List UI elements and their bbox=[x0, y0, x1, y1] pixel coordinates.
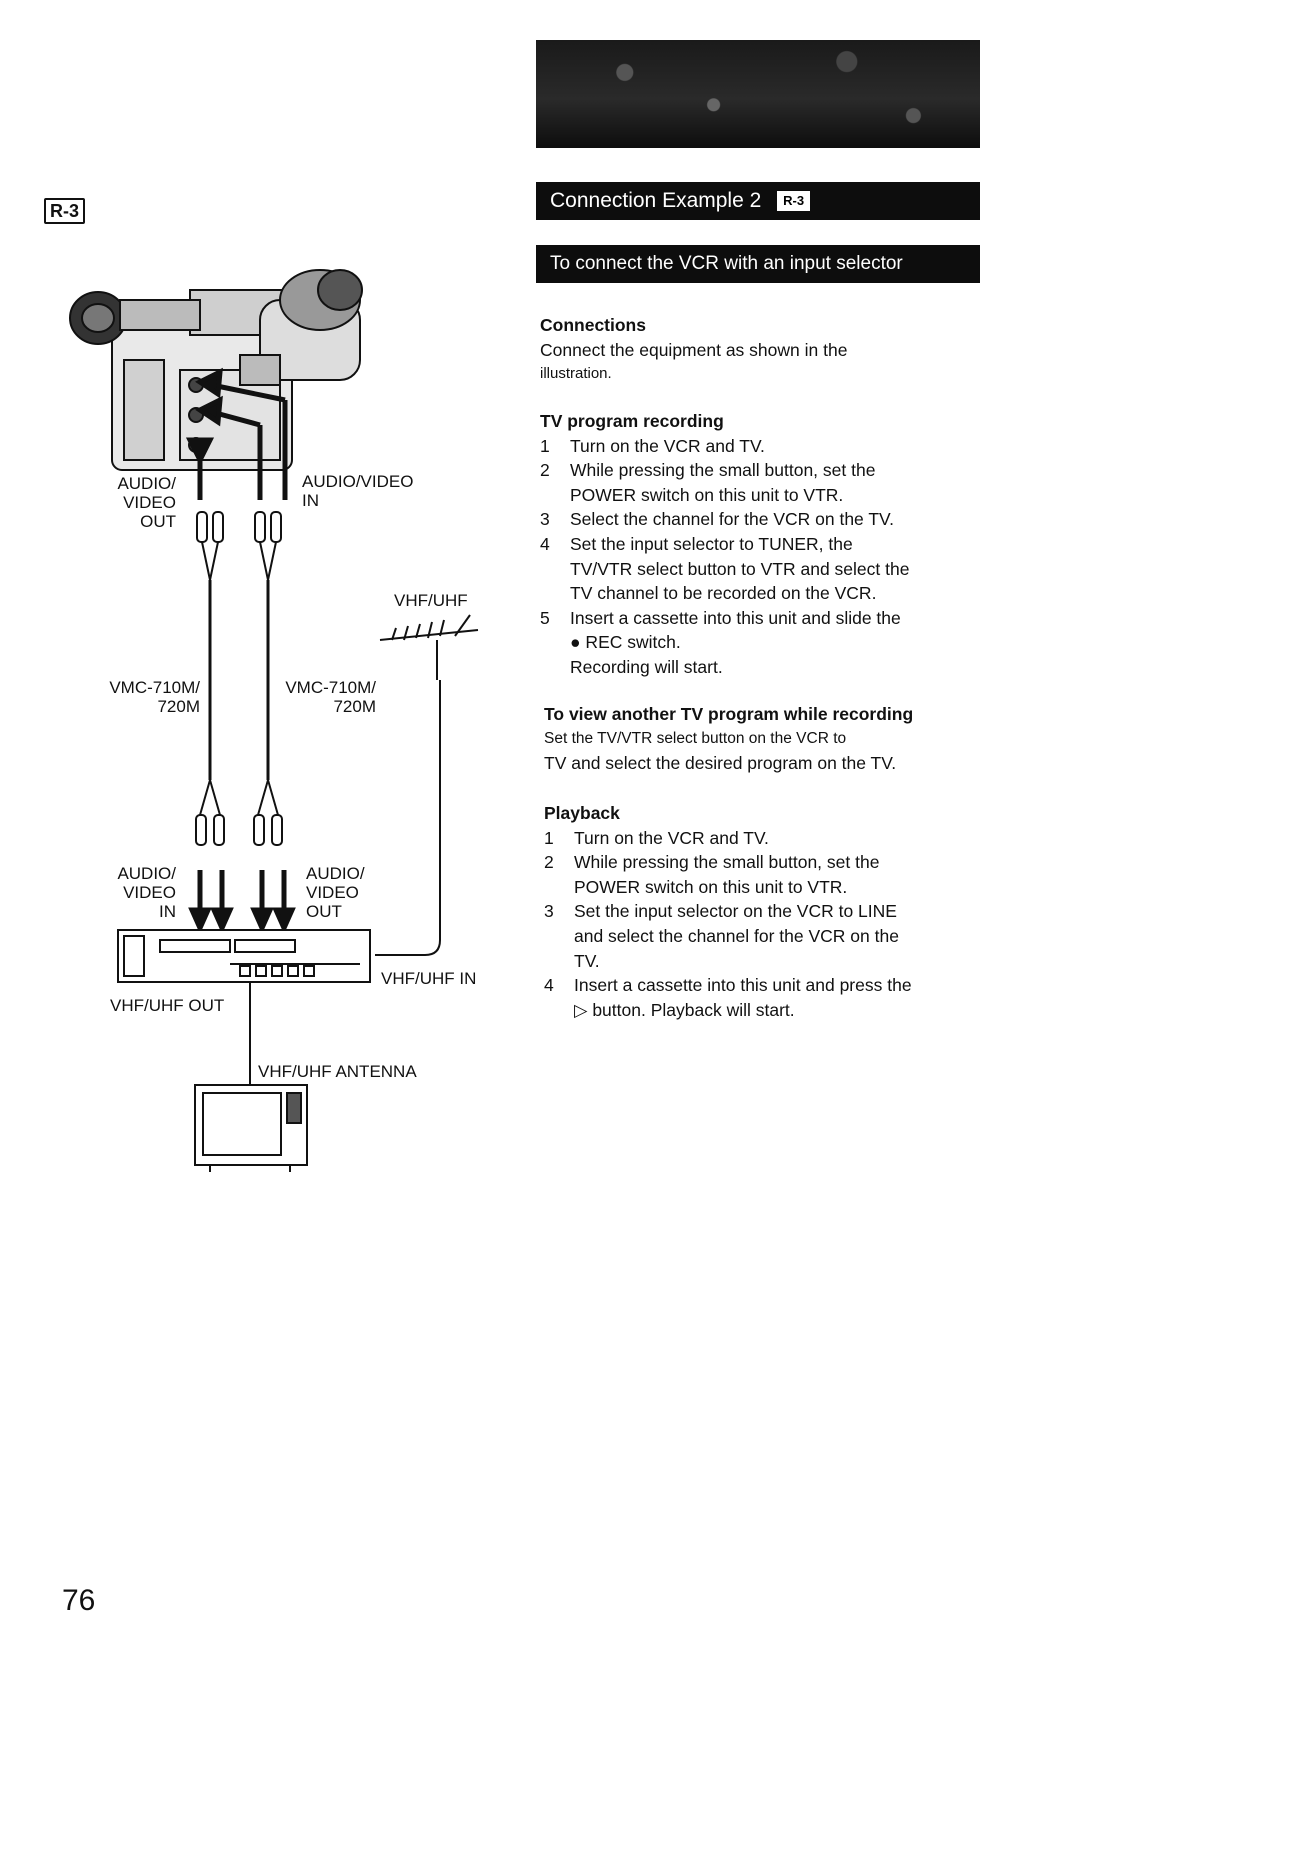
connections-line: illustration. bbox=[540, 365, 612, 383]
tv-recording-section bbox=[540, 409, 1000, 680]
vcr-arrows bbox=[192, 870, 292, 928]
label-vhf-uhf-in: VHF/UHF IN bbox=[381, 969, 477, 988]
page-number: 76 bbox=[62, 1584, 96, 1617]
tv-icon bbox=[195, 1085, 307, 1172]
header-photo bbox=[536, 40, 980, 148]
r3-tag: R-3 bbox=[44, 198, 85, 224]
section-title-tag: R-3 bbox=[777, 191, 810, 211]
label-vhf-uhf-antenna: VHF/UHF ANTENNA bbox=[258, 1062, 417, 1081]
playback-title: Playback bbox=[544, 803, 620, 823]
list-item: 2 While pressing the small button, set the POWER switch on this unit to VTR. bbox=[544, 852, 880, 897]
label-camcorder-in: AUDIO/VIDEO IN bbox=[302, 472, 414, 510]
view-another-section bbox=[544, 702, 1004, 776]
cable-plugs-bottom bbox=[196, 780, 282, 845]
section-header bbox=[536, 182, 980, 220]
list-item: 5 Insert a cassette into this unit and slide the ● REC switch. Recording will start. bbox=[540, 607, 901, 677]
label-camcorder-out: AUDIO/ VIDEO OUT bbox=[117, 474, 176, 531]
list-item: 4 Insert a cassette into this unit and press the ▷ button. Playback will start. bbox=[544, 975, 912, 1020]
view-another-line: TV and select the desired program on the TV. bbox=[544, 753, 897, 774]
vcr-icon bbox=[118, 930, 370, 982]
list-item: 2 While pressing the small button, set the POWER switch on this unit to VTR. bbox=[540, 460, 876, 505]
section-subheader bbox=[536, 245, 980, 283]
label-antenna: VHF/UHF bbox=[394, 591, 468, 610]
tv-recording-title: TV program recording bbox=[540, 411, 724, 431]
list-item: 1 Turn on the VCR and TV. bbox=[544, 827, 769, 848]
label-cable-right: VMC-710M/ 720M bbox=[285, 678, 376, 716]
list-item: 1 Turn on the VCR and TV. bbox=[540, 435, 765, 456]
connections-line: Connect the equipment as shown in the bbox=[540, 339, 848, 360]
label-vcr-in: AUDIO/ VIDEO IN bbox=[117, 864, 176, 921]
connections-section bbox=[540, 313, 1000, 387]
label-vhf-uhf-out: VHF/UHF OUT bbox=[110, 996, 225, 1015]
playback-section bbox=[544, 801, 1004, 1022]
list-item: 4 Set the input selector to TUNER, the TV/VTR select button to VTR and select the TV channel to be recorded on the VCR. bbox=[540, 533, 910, 604]
section-title: Connection Example 2 bbox=[550, 189, 762, 212]
connections-title: Connections bbox=[540, 315, 646, 335]
label-cable-left: VMC-710M/ 720M bbox=[109, 678, 200, 716]
section-subtitle: To connect the VCR with an input selector bbox=[550, 253, 903, 274]
view-another-title: To view another TV program while recording bbox=[544, 704, 914, 724]
cable-plugs-top bbox=[197, 512, 281, 580]
camcorder-illustration bbox=[70, 270, 362, 470]
list-item: 3 Select the channel for the VCR on the TV. bbox=[540, 509, 894, 530]
label-vcr-out: AUDIO/ VIDEO OUT bbox=[306, 864, 365, 921]
antenna-icon bbox=[375, 615, 478, 955]
list-item: 3 Set the input selector on the VCR to LINE and select the channel for the VCR on the TV. bbox=[544, 901, 899, 971]
av-cables bbox=[210, 580, 268, 780]
view-another-line: Set the TV/VTR select button on the VCR to bbox=[544, 729, 847, 747]
